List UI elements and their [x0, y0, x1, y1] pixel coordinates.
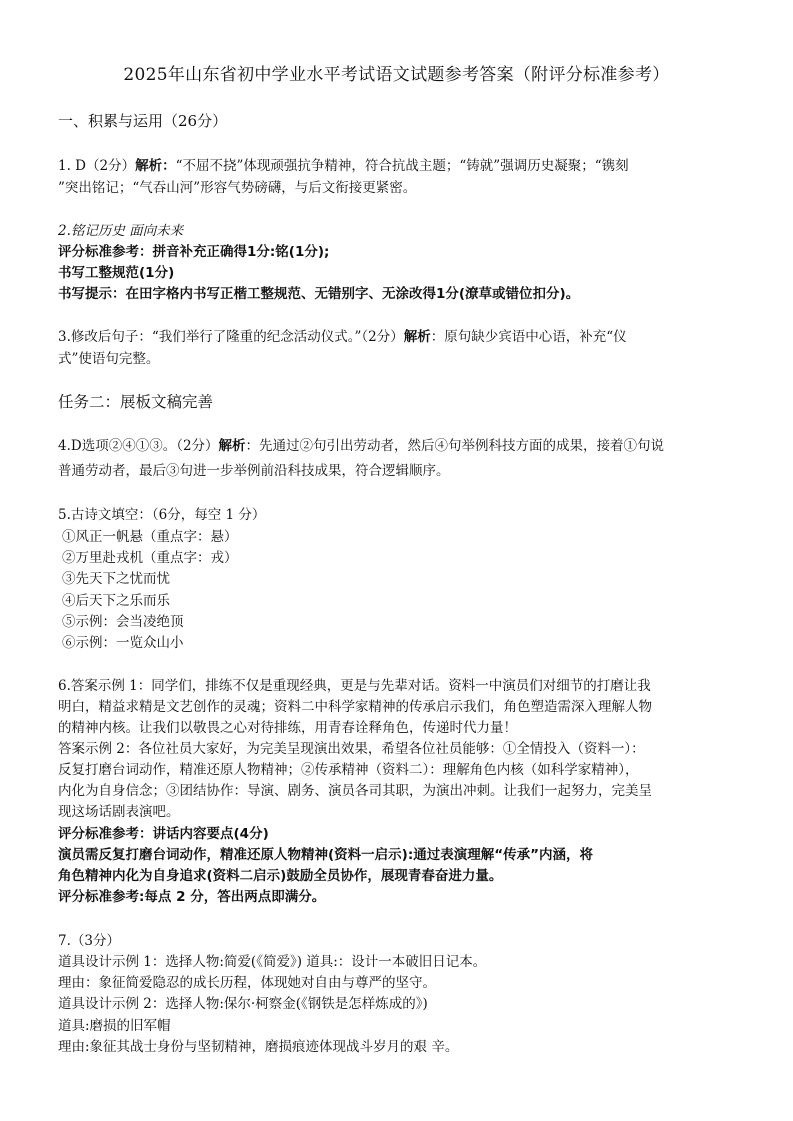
q2-writing-tip: 书写提示：在田字格内书写正楷工整规范、无错别字、无涂改得1分(潦草或错位扣分)。 — [58, 286, 580, 302]
q6-scoring-line: 演员需反复打磨台词动作，精准还原人物精神(资料一启示):通过表演理解“传承”内涵，将 — [58, 847, 593, 863]
q5-item: ③先天下之忧而忧 — [62, 571, 170, 587]
section-heading: 一、积累与运用（26分） — [58, 112, 228, 130]
q5-item: ①风正一帆悬（重点字：悬） — [62, 529, 238, 545]
q3-analysis-label: 解析 — [403, 329, 431, 345]
q6-scoring-line: 评分标准参考：讲话内容要点(4分) — [58, 826, 269, 842]
q3-sentence: 3.修改后句子：“我们举行了隆重的纪念活动仪式。”（2分） — [58, 329, 404, 345]
q2-answer: 2.铭记历史 面向未来 — [58, 223, 184, 239]
q7-line: 理由：象征简爱隐忍的成长历程，体现她对自由与尊严的坚守。 — [58, 975, 436, 991]
q5-item: ②万里赴戎机（重点字：戎） — [62, 550, 238, 566]
q1-line-1 — [58, 157, 629, 175]
q2-score-2: 书写工整规范(1分) — [58, 265, 175, 281]
q7-line: 道具:磨损的旧军帽 — [58, 1018, 171, 1034]
q2-score-1: 评分标准参考：拼音补充正确得1分:铭(1分); — [58, 244, 330, 260]
q6-line: 答案示例 2：各位社员大家好，为完美呈现演出效果，希望各位社员能够：①全情投入（资料一）： — [58, 741, 645, 757]
q6-line: 的精神内核。让我们以敬畏之心对待排练，用青春诠释角色，传递时代力量！ — [58, 720, 517, 736]
q4-answer: 4.D选项②④①③。（2分） — [58, 438, 219, 454]
q6-line: 反复打磨台词动作，精准还原人物精神；②传承精神（资料二）：理解角色内核（如科学家精神）， — [58, 762, 639, 778]
document-title: 2025年山东省初中学业水平考试语文试题参考答案（附评分标准参考） — [123, 65, 670, 85]
q1-number: 1. D（2分） — [58, 158, 136, 174]
q6-scoring-line: 评分标准参考:每点 2 分，答出两点即满分。 — [58, 889, 326, 905]
q4-analysis-label: 解析 — [218, 438, 246, 454]
q5-item: ⑤示例：会当凌绝顶 — [62, 614, 184, 630]
task-two-heading: 任务二：展板文稿完善 — [58, 393, 214, 411]
q3-analysis-text: ：原句缺少宾语中心语，补充“仪 — [430, 329, 627, 345]
q7-line: 理由:象征其战士身份与坚韧精神，磨损痕迹体现战斗岁月的艰 辛。 — [58, 1039, 459, 1055]
q5-heading: 5.古诗文填空：（6分，每空 1 分） — [58, 507, 266, 523]
q6-line: 6.答案示例 1：同学们，排练不仅是重现经典，更是与先辈对话。资料一中演员们对细节的打磨让我 — [58, 678, 651, 694]
q4-line-1 — [58, 437, 664, 455]
q6-line: 明白，精益求精是文艺创作的灵魂；资料二中科学家精神的传承启示我们，角色塑造需深入理解人物 — [58, 699, 652, 715]
q7-line: 道具设计示例 2：选择人物:保尔·柯察金(《钢铁是怎样炼成的》) — [58, 996, 428, 1012]
q1-analysis-text: “不屈不挠”体现顽强抗争精神，符合抗战主题；“铸就”强调历史凝聚；“镌刻 — [175, 158, 629, 174]
q7-line: 道具设计示例 1：选择人物:简爱(《简爱》) 道具:：设计一本破旧日记本。 — [58, 954, 487, 970]
q3-line-2: 式”使语句完整。 — [58, 351, 160, 367]
q3-line-1 — [58, 328, 627, 346]
q5-item: ⑥示例：一览众山小 — [62, 635, 184, 651]
q1-analysis-label: 解析： — [135, 158, 176, 174]
q6-line: 现这场话剧表演吧。 — [58, 804, 180, 820]
q4-line-2: 普通劳动者，最后③句进一步举例前沿科技成果，符合逻辑顺序。 — [58, 463, 450, 479]
q5-item: ④后天下之乐而乐 — [62, 593, 170, 609]
q7-line: 7.（3分） — [58, 933, 120, 949]
q6-line: 内化为自身信念；③团结协作：导演、剧务、演员各司其职，为演出冲刺。让我们一起努力，完美呈 — [58, 783, 652, 799]
q1-line-2: ”突出铭记；“气吞山河”形容气势磅礴，与后文衔接更紧密。 — [58, 180, 417, 196]
q4-analysis-text: ：先通过②句引出劳动者，然后④句举例科技方面的成果，接着①句说 — [245, 438, 665, 454]
q6-scoring-line: 角色精神内化为自身追求(资料二启示)鼓励全员协作，展现青春奋进力量。 — [58, 868, 503, 884]
